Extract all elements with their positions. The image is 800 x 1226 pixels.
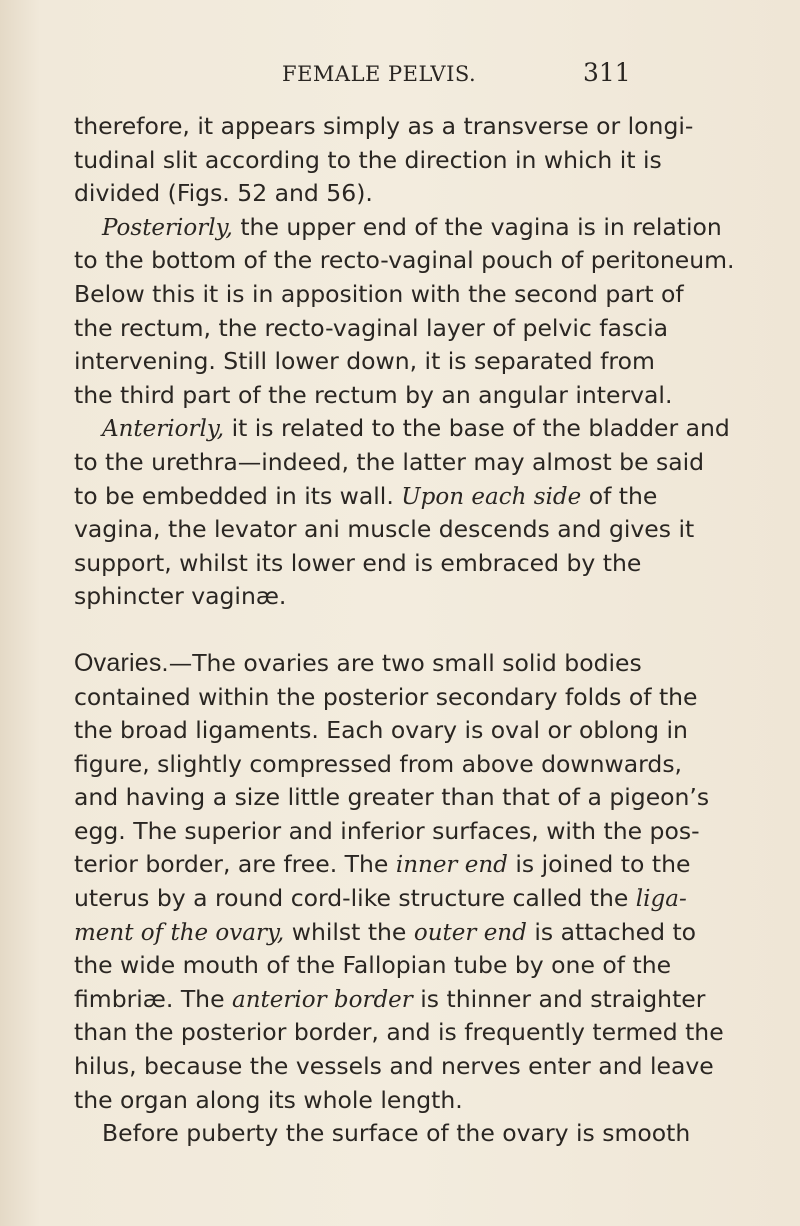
text-line: uterus by a round cord-like structure called the liga- xyxy=(74,884,687,913)
text-line: therefore, it appears simply as a transverse or longi- xyxy=(74,112,694,140)
text-line: the broad ligaments. Each ovary is oval or oblong in xyxy=(74,716,688,745)
text-line: and having a size little greater than that of a pigeon’s xyxy=(74,783,710,812)
text-line: Below this it is in apposition with the second part of xyxy=(74,279,684,308)
text-line: vagina, the levator ani muscle descends and gives it xyxy=(74,515,695,544)
page-header xyxy=(0,58,800,94)
text-line: Ovaries.—The ovaries are two small solid bodies xyxy=(74,648,642,677)
text-line: fimbriæ. The anterior border is thinner and straighter xyxy=(74,984,706,1013)
italic-term: ment of the ovary, xyxy=(74,919,285,946)
text-line: Anteriorly, it is related to the base of the bladder and xyxy=(102,414,730,443)
text-line: than the posterior border, and is frequently termed the xyxy=(74,1018,724,1047)
text-line: figure, slightly compressed from above downwards, xyxy=(74,749,683,778)
text-line: the organ along its whole length. xyxy=(74,1085,463,1114)
body-text xyxy=(74,110,735,1151)
page-number: 311 xyxy=(583,58,631,87)
text-line: hilus, because the vessels and nerves enter and leave xyxy=(74,1052,714,1081)
text-line: Before puberty the surface of the ovary is smooth xyxy=(102,1119,691,1148)
text-line: to the bottom of the recto-vaginal pouch of peritoneum. xyxy=(74,246,735,275)
text-line: egg. The superior and inferior surfaces, with the pos- xyxy=(74,816,700,845)
text-line: support, whilst its lower end is embraced by the xyxy=(74,548,642,577)
text-line: tudinal slit according to the direction in which it is xyxy=(74,145,662,174)
text-line: contained within the posterior secondary folds of the xyxy=(74,682,698,711)
italic-term: liga- xyxy=(635,886,687,913)
text-line: terior border, are free. The inner end is joined to the xyxy=(74,850,691,879)
text-line: to be embedded in its wall. Upon each side of the xyxy=(74,481,658,510)
italic-term: Anteriorly, xyxy=(102,416,225,443)
text-line: divided (Figs. 52 and 56). xyxy=(74,179,373,208)
text-line: intervening. Still lower down, it is separated from xyxy=(74,347,655,376)
text-line: ment of the ovary, whilst the outer end is attached to xyxy=(74,917,697,946)
paragraph-gap xyxy=(74,614,684,647)
text-line: the wide mouth of the Fallopian tube by one of the xyxy=(74,951,672,980)
italic-term: Upon each side xyxy=(401,483,582,510)
italic-term: inner end xyxy=(395,852,508,879)
text-line: sphincter vaginæ. xyxy=(74,582,287,611)
text-line: the rectum, the recto-vaginal layer of pelvic fascia xyxy=(74,313,669,342)
text-line: Posteriorly, the upper end of the vagina is in relation xyxy=(102,212,722,241)
section-heading: Ovaries. xyxy=(74,648,169,677)
italic-term: outer end xyxy=(413,919,527,946)
running-title: FEMALE PELVIS. xyxy=(282,62,477,86)
text-line: to the urethra—indeed, the latter may almost be said xyxy=(74,447,705,476)
italic-term: Posteriorly, xyxy=(102,214,233,241)
text-line: the third part of the rectum by an angular interval. xyxy=(74,380,673,409)
italic-term: anterior border xyxy=(232,986,413,1013)
